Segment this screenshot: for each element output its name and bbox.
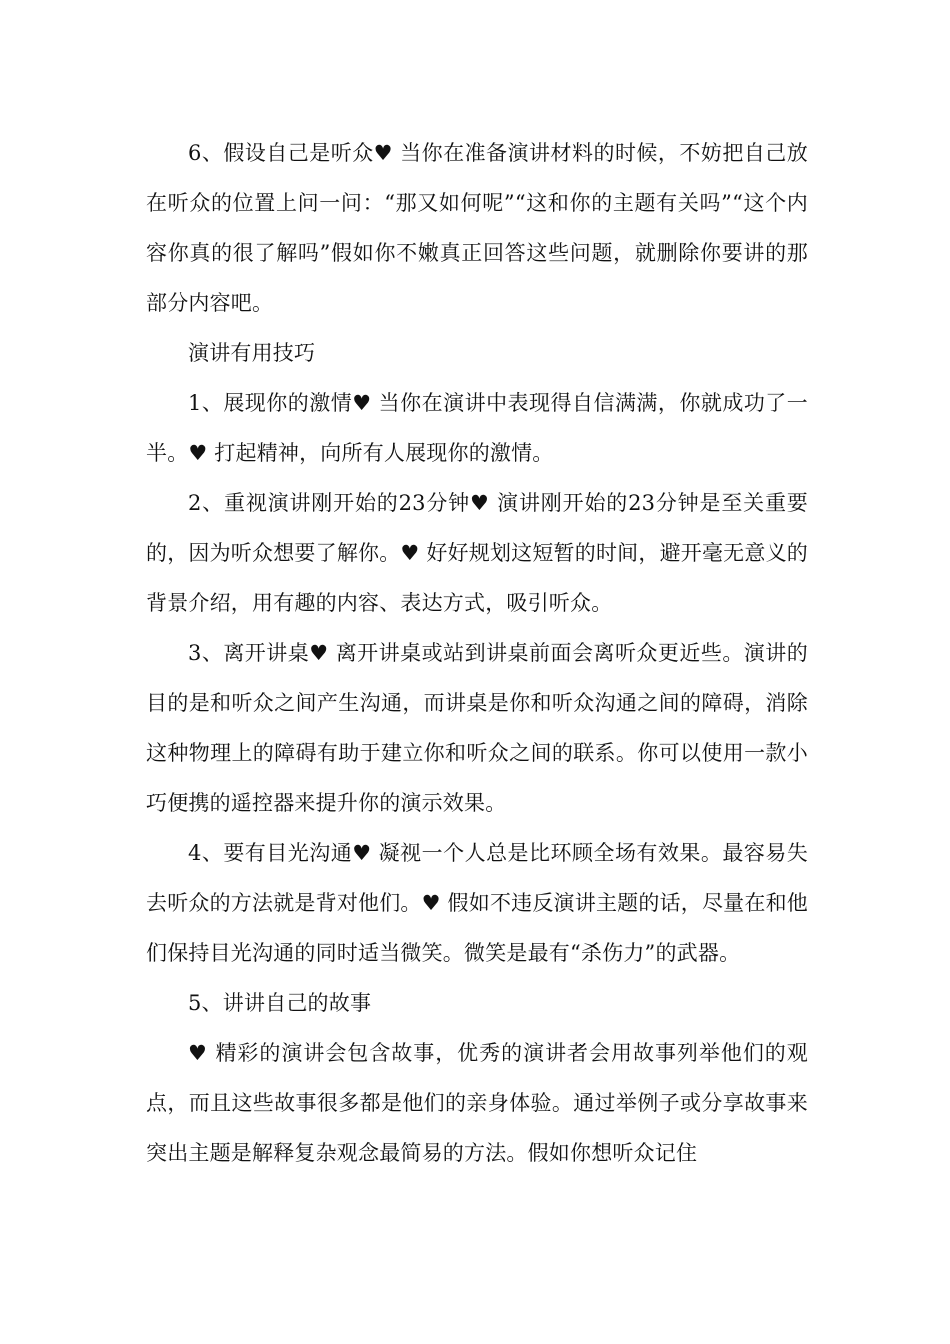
section-heading: 演讲有用技巧 (188, 341, 316, 365)
paragraph-tip-6: 6、假设自己是听众♥ 当你在准备演讲材料的时候，不妨把自己放在听众的位置上问一问：“那又如何呢”“这和你的主题有关吗”“这个内容你真的很了解吗”假如你不嫩真正回答这些问题，就删除你要讲的那部分内容吧。 (146, 141, 808, 315)
paragraph-skill-3: 3、离开讲桌♥ 离开讲桌或站到讲桌前面会离听众更近些。演讲的目的是和听众之间产生沟通，而讲桌是你和听众沟通之间的障碍，消除这种物理上的障碍有助于建立你和听众之间的联系。你可以使用一款小巧便携的遥控器来提升你的演示效果。 (146, 641, 808, 815)
paragraph-skill-2: 2、重视演讲刚开始的23分钟♥ 演讲刚开始的23分钟是至关重要的，因为听众想要了解你。♥ 好好规划这短暂的时间，避开毫无意义的背景介绍，用有趣的内容、表达方式，吸引听众。 (146, 491, 808, 615)
paragraph-skill-4: 4、要有目光沟通♥ 凝视一个人总是比环顾全场有效果。最容易失去听众的方法就是背对他们。♥ 假如不违反演讲主题的话，尽量在和他们保持目光沟通的同时适当微笑。微笑是最有“杀伤力”的武器。 (146, 841, 808, 965)
document-page (146, 128, 808, 1178)
paragraph-skill-5-title: 5、讲讲自己的故事 (188, 991, 372, 1015)
paragraph-skill-5-body: ♥ 精彩的演讲会包含故事，优秀的演讲者会用故事列举他们的观点，而且这些故事很多都是他们的亲身体验。通过举例子或分享故事来突出主题是解释复杂观念最简易的方法。假如你想听众记住 (146, 1041, 808, 1165)
paragraph-skill-1: 1、展现你的激情♥ 当你在演讲中表现得自信满满，你就成功了一半。♥ 打起精神，向所有人展现你的激情。 (146, 391, 808, 465)
